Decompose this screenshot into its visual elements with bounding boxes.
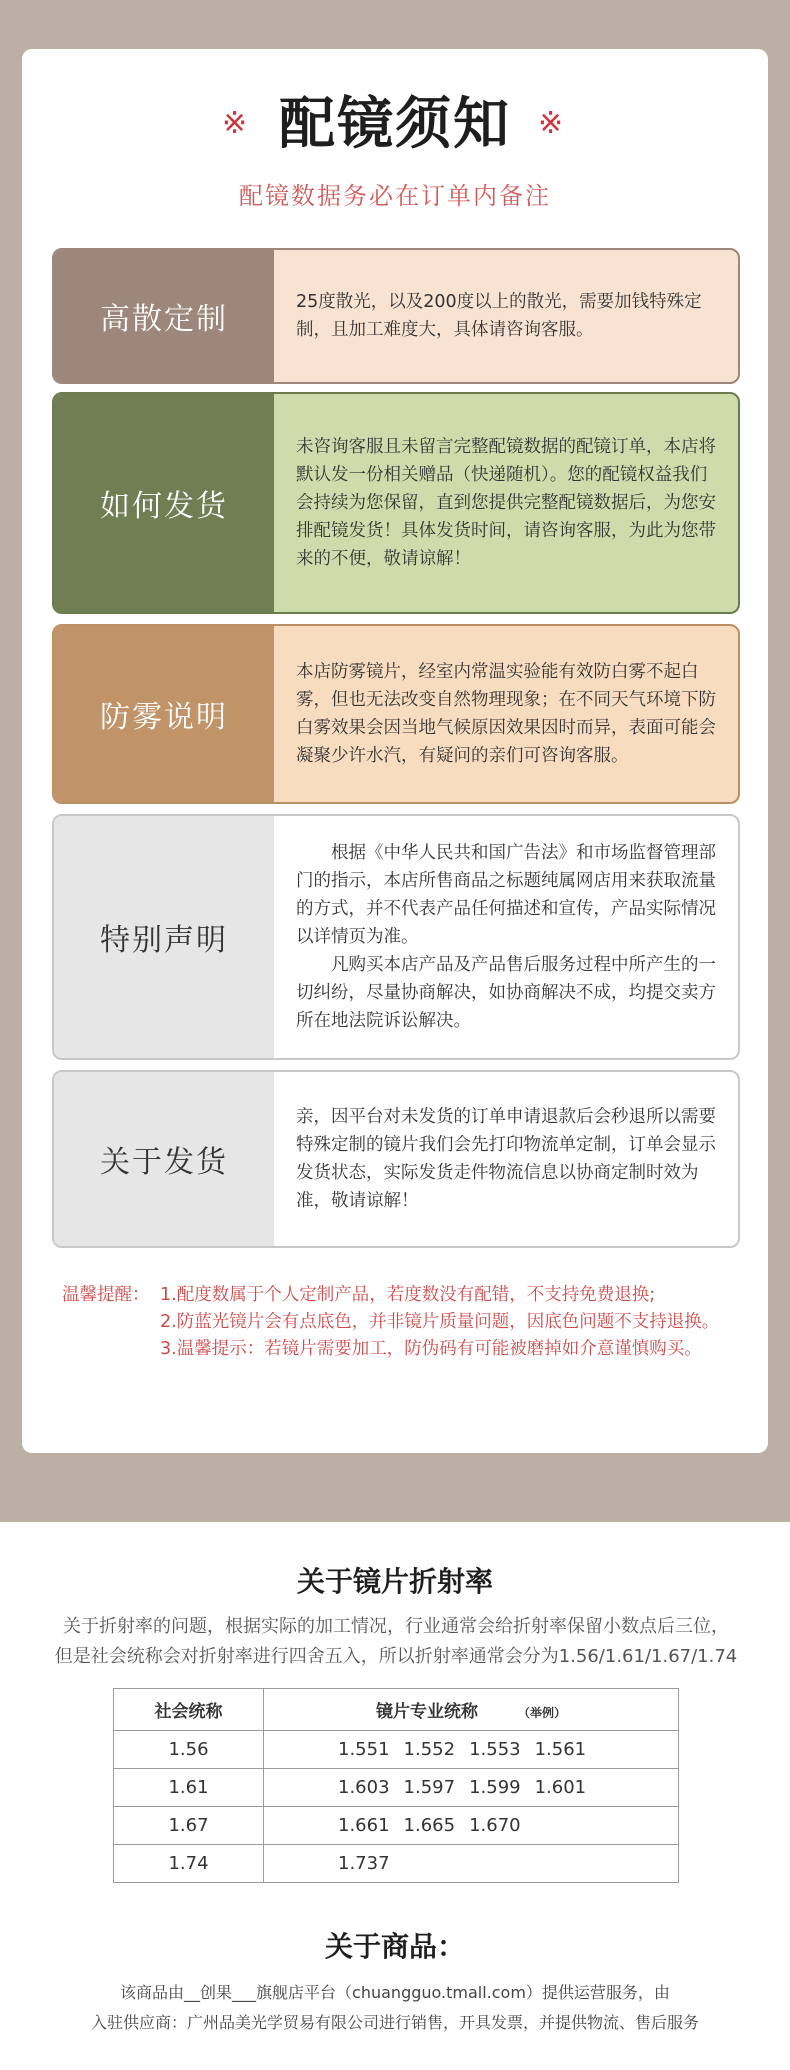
row-name: 1.67 [114,1807,264,1845]
value: 1.601 [534,1777,587,1798]
tips-label: 温馨提醒： [62,1285,150,1305]
tip-text: 1.配度数属于个人定制产品，若度数没有配错，不支持免费退换; [160,1285,656,1305]
section-label: 防雾说明 [54,626,274,802]
tip-item [62,1336,752,1363]
row-values [264,1769,679,1807]
section-text: 亲，因平台对未发货的订单申请退款后会秒退所以需要特殊定制的镜片我们会先打印物流单定制，订单会显示发货状态，实际发货走件物流信息以协商定制时效为准，敬请谅解！ [296,1107,716,1211]
section-text: 本店防雾镜片，经室内常温实验能有效防白雾不起白雾，但也无法改变自然物理现象；在不同天气环境下防白雾效果会因当地气候原因效果因时而异，表面可能会凝聚少许水汽，有疑问的亲们可咨询客服。 [296,662,716,766]
value: 1.665 [403,1815,456,1836]
row-values [264,1807,679,1845]
intro-line: 但是社会统称会对折射率进行四舍五入，所以折射率通常会分为1.56/1.61/1.67/1.74 [54,1646,738,1667]
column-header [264,1689,679,1731]
value: 1.661 [338,1815,390,1836]
star-icon: ※ [538,106,564,141]
row-name: 1.61 [114,1769,264,1807]
goods-title: 关于商品： [324,1930,465,1963]
value: 1.599 [469,1777,521,1798]
section-text: 凡购买本店产品及产品售后服务过程中所产生的一切纠纷，尽量协商解决，如协商解决不成，均提交卖方所在地法院诉讼解决。 [296,955,716,1031]
star-icon: ※ [222,106,248,141]
section-body [274,626,738,802]
section-body [274,394,738,612]
goods-line: 入驻供应商：广州品美光学贸易有限公司进行销售，开具发票，并提供物流、售后服务 [90,2013,699,2032]
row-values [264,1731,679,1769]
table-header-row [114,1689,679,1731]
refraction-title: 关于镜片折射率 [296,1565,493,1598]
tip-item [62,1282,752,1309]
table-row [114,1807,679,1845]
value: 1.603 [338,1777,390,1798]
column-header-text: 镜片专业统称 [375,1702,478,1722]
refraction-table [113,1688,679,1883]
refraction-intro [36,1612,756,1672]
section-text: 根据《中华人民共和国广告法》和市场监督管理部门的指示，本店所售商品之标题纯属网店用来获取流量的方式，并不代表产品任何描述和宣传，产品实际情况以详情页为准。 [296,843,716,947]
section-anti-fog [52,624,740,804]
warm-tips [62,1282,752,1363]
section-text: 未咨询客服且未留言完整配镜数据的配镜订单，本店将默认发一份相关赠品（快递随机）。您的配镜权益我们会持续为您保留，直到您提供完整配镜数据后，为您安排配镜发货！具体发货时间，请咨询客服，为此为您带来的不便，敬请谅解！ [296,437,716,569]
column-header: 社会统称 [114,1689,264,1731]
value: 1.597 [403,1777,456,1798]
value: 1.737 [338,1853,390,1874]
section-body [274,1072,738,1246]
page-title: 配镜须知 [279,92,511,157]
value: 1.670 [469,1815,521,1836]
section-label: 关于发货 [54,1072,274,1246]
goods-line: 该商品由__创果___旗舰店平台（chuangguo.tmall.com）提供运营服务，由 [120,1983,670,2002]
section-body [274,250,738,382]
row-name: 1.56 [114,1731,264,1769]
table-row [114,1731,679,1769]
tip-text: 3.温馨提示：若镜片需要加工，防伪码有可能被磨掉如介意谨慎购买。 [160,1339,702,1359]
title-row [0,90,790,160]
value: 1.561 [534,1739,587,1760]
section-special-statement [52,814,740,1060]
value: 1.553 [469,1739,521,1760]
section-label: 如何发货 [54,394,274,612]
section-high-astigmatism [52,248,740,384]
table-row [114,1769,679,1807]
example-note: （举例） [517,1706,566,1720]
section-label: 特别声明 [54,816,274,1058]
row-name: 1.74 [114,1845,264,1883]
goods-info [20,1978,770,2038]
section-shipping-method [52,392,740,614]
value: 1.551 [338,1739,390,1760]
section-text: 25度散光，以及200度以上的散光，需要加钱特殊定制，且加工难度大，具体请咨询客服。 [296,292,702,340]
section-about-shipping [52,1070,740,1248]
value: 1.552 [403,1739,456,1760]
table-row [114,1845,679,1883]
section-label: 高散定制 [54,250,274,382]
row-values [264,1845,679,1883]
intro-line: 关于折射率的问题，根据实际的加工情况，行业通常会给折射率保留小数点后三位， [63,1616,729,1637]
tip-item [62,1309,752,1336]
tip-text: 2.防蓝光镜片会有点底色，并非镜片质量问题，因底色问题不支持退换。 [160,1312,720,1332]
section-body [274,816,738,1058]
page-subtitle: 配镜数据务必在订单内备注 [239,182,551,210]
